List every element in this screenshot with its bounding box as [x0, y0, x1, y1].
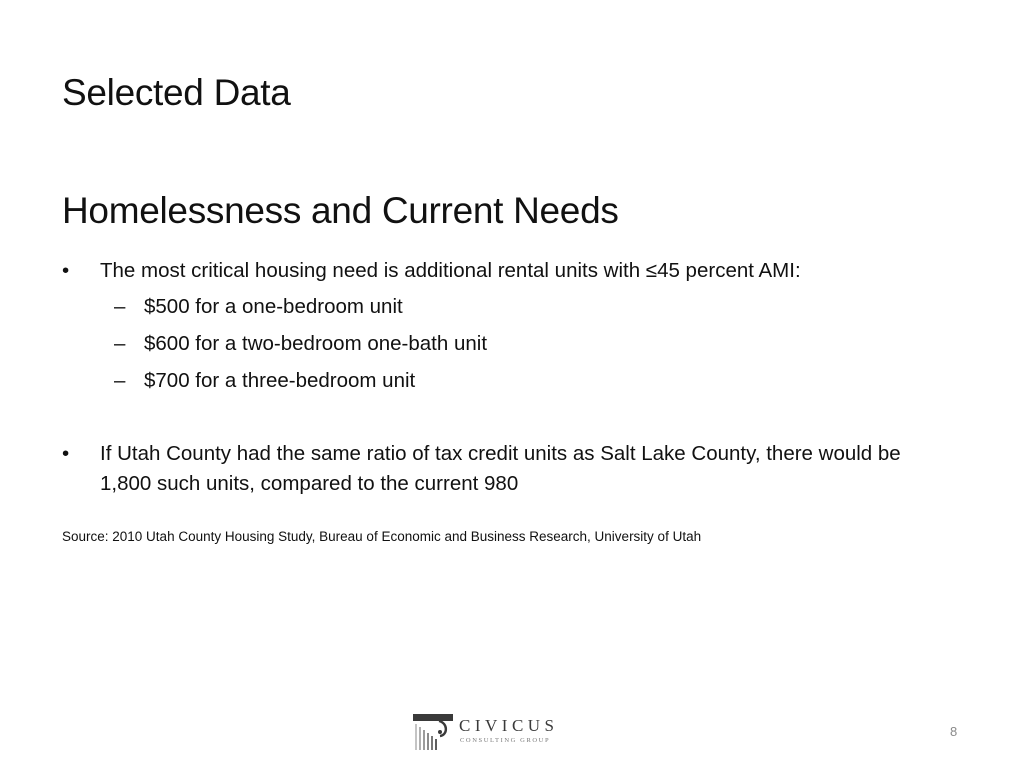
- logo-tagline: CONSULTING GROUP: [460, 737, 551, 744]
- bullet-item: [62, 439, 942, 501]
- civicus-pillar-logo-icon: [413, 712, 453, 752]
- sub-bullet-text: $500 for a one-bedroom unit: [144, 295, 403, 318]
- page-number: 8: [950, 724, 958, 739]
- sub-bullet-text: $600 for a two-bedroom one-bath unit: [144, 332, 488, 355]
- logo-name: CIVICUS: [459, 716, 559, 735]
- sub-bullet-text: $700 for a three-bedroom unit: [144, 369, 416, 392]
- sub-bullet-marker: –: [114, 295, 126, 318]
- sub-bullet-marker: –: [114, 369, 126, 392]
- company-logo: [413, 710, 573, 754]
- section-heading: Homelessness and Current Needs: [62, 190, 619, 231]
- bullet-item: [62, 256, 942, 286]
- source-citation: Source: 2010 Utah County Housing Study, Bureau of Economic and Business Research, University of Utah: [62, 529, 702, 544]
- sub-bullet-marker: –: [114, 332, 126, 355]
- bullet-text: If Utah County had the same ratio of tax credit units as Salt Lake County, there would be 1,800 such units, compared to the current 980: [100, 442, 901, 495]
- slide-title: Selected Data: [62, 72, 291, 113]
- bullet-marker: •: [62, 259, 70, 282]
- bullet-text: The most critical housing need is additional rental units with ≤45 percent AMI:: [100, 259, 801, 282]
- bullet-marker: •: [62, 442, 70, 465]
